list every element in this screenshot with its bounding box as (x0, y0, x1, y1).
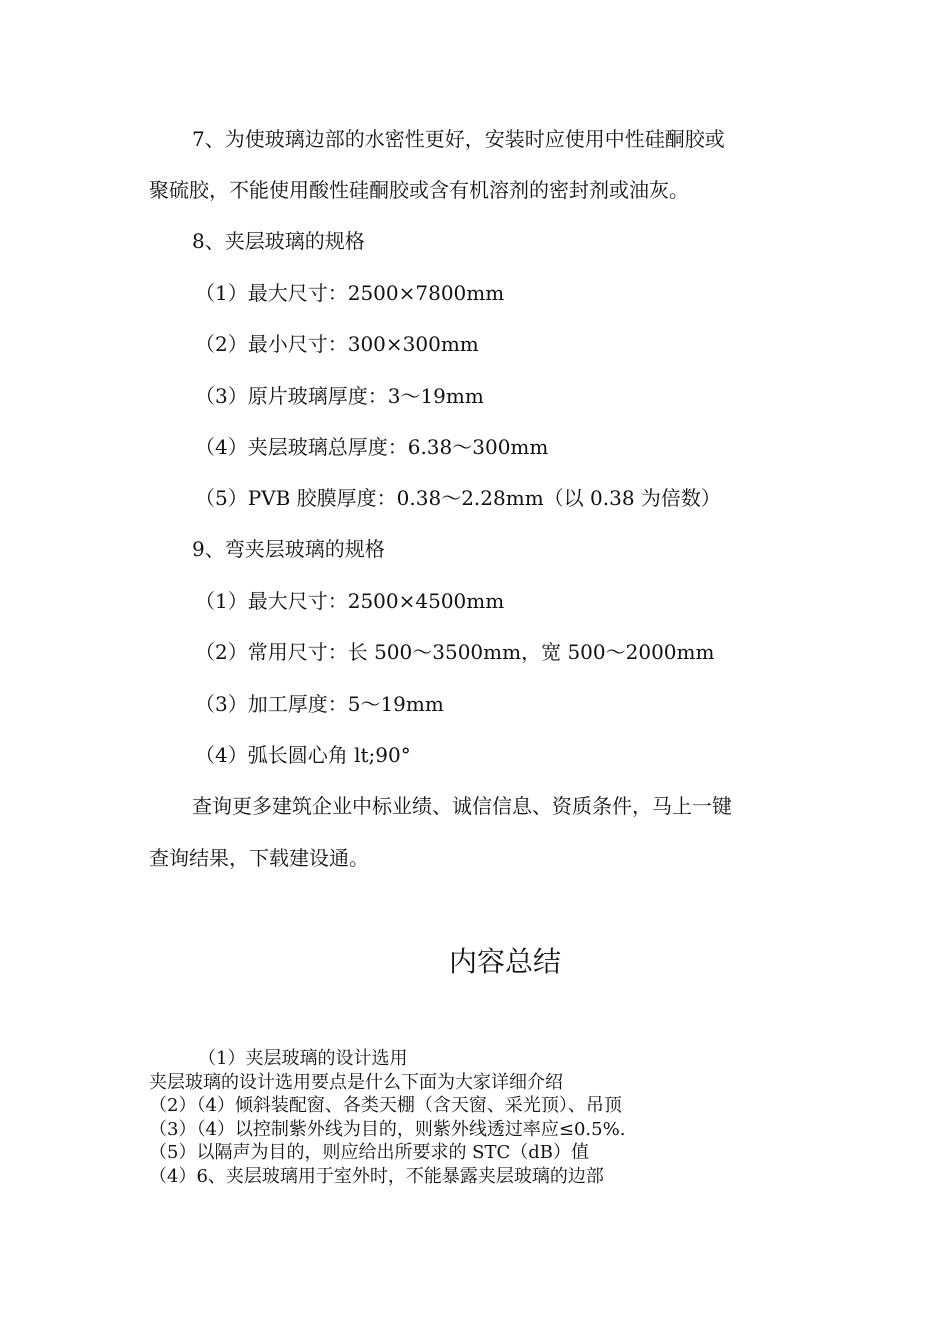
spec-item-base-thickness: （3）原片玻璃厚度：3～19mm (195, 384, 484, 408)
body-paragraph-7-line-1: 7、为使玻璃边部的水密性更好，安装时应使用中性硅酮胶或 (192, 127, 725, 151)
curved-spec-arc-angle: （4）弧长圆心角 lt;90° (195, 743, 411, 767)
spec-item-total-thickness: （4）夹层玻璃总厚度：6.38～300mm (195, 435, 549, 459)
heading-laminated-glass-spec: 8、夹层玻璃的规格 (192, 229, 365, 253)
spec-item-max-size: （1）最大尺寸：2500×7800mm (195, 281, 505, 305)
summary-item-5: （5）以隔声为目的，则应给出所要求的 STC（dB）值 (149, 1142, 590, 1163)
summary-item-6: （4）6、夹层玻璃用于室外时，不能暴露夹层玻璃的边部 (149, 1166, 604, 1187)
curved-spec-max-size: （1）最大尺寸：2500×4500mm (195, 589, 505, 613)
summary-title: 内容总结 (448, 945, 561, 978)
promo-line-2: 查询结果，下载建设通。 (149, 846, 369, 870)
summary-item-3: （2）（4）倾斜装配窗、各类天棚（含天窗、采光顶）、吊顶 (149, 1095, 622, 1116)
spec-item-pvb-thickness: （5）PVB 胶膜厚度：0.38～2.28mm（以 0.38 为倍数） (195, 486, 721, 510)
body-paragraph-7-line-2: 聚硫胶，不能使用酸性硅酮胶或含有机溶剂的密封剂或油灰。 (149, 178, 689, 202)
summary-item-1: （1）夹层玻璃的设计选用 (198, 1048, 408, 1069)
spec-item-min-size: （2）最小尺寸：300×300mm (195, 332, 479, 356)
curved-spec-common-size: （2）常用尺寸：长 500～3500mm，宽 500～2000mm (195, 640, 715, 664)
summary-item-2: 夹层玻璃的设计选用要点是什么下面为大家详细介绍 (149, 1072, 563, 1093)
heading-curved-laminated-spec: 9、弯夹层玻璃的规格 (192, 537, 385, 561)
curved-spec-thickness: （3）加工厚度：5～19mm (195, 692, 444, 716)
summary-item-4: （3）（4）以控制紫外线为目的，则紫外线透过率应≤0.5%. (149, 1119, 626, 1140)
promo-line-1: 查询更多建筑企业中标业绩、诚信信息、资质条件，马上一键 (192, 794, 732, 818)
